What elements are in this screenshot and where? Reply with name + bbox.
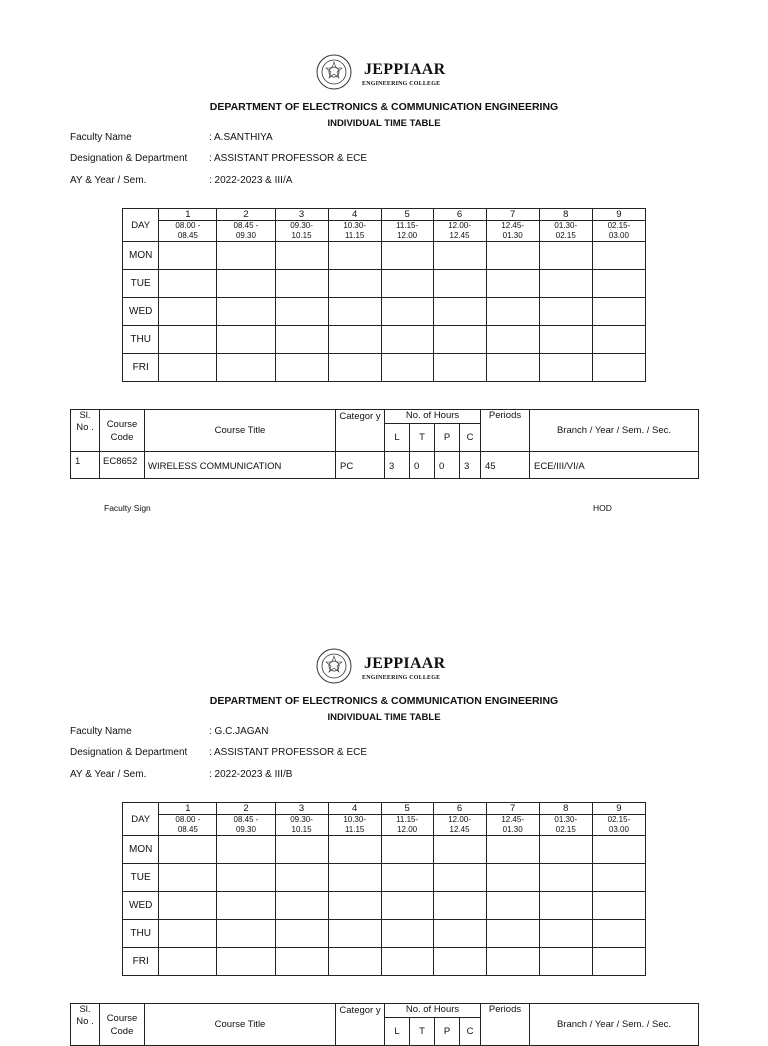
period-number: 6	[433, 209, 486, 221]
college-name: JEPPIAAR	[364, 61, 446, 78]
timetable-row-mon	[123, 836, 646, 864]
ay-year-value: : 2022-2023 & III/A	[209, 175, 293, 186]
hours-p: 0	[435, 452, 460, 479]
l-header: L	[385, 424, 410, 452]
p-header: P	[435, 424, 460, 452]
period-time: 11.15- 12.00	[381, 815, 433, 836]
p-header: P	[435, 1018, 460, 1046]
period-number: 2	[217, 209, 275, 221]
course-title-header: Course Title	[145, 410, 336, 452]
course-table	[70, 1003, 699, 1046]
period-number: 3	[275, 803, 328, 815]
faculty-name-label: Faculty Name	[70, 726, 132, 737]
course-title-header: Course Title	[145, 1004, 336, 1046]
college-emblem-icon	[316, 54, 352, 90]
course-code: EC8652	[100, 452, 145, 479]
day-label: TUE	[123, 270, 159, 298]
faculty-sign-label: Faculty Sign	[104, 503, 151, 513]
period-time: 09.30- 10.15	[275, 815, 328, 836]
period-time: 01.30- 02.15	[539, 221, 592, 242]
category-header: Categor y	[336, 1004, 385, 1046]
day-header: DAY	[123, 209, 159, 242]
day-label: TUE	[123, 864, 159, 892]
college-emblem-icon	[316, 648, 352, 684]
category-header: Categor y	[336, 410, 385, 452]
designation-label: Designation & Department	[70, 153, 188, 164]
department-title: DEPARTMENT OF ELECTRONICS & COMMUNICATION ENGINEERING	[209, 101, 559, 113]
weekly-timetable	[122, 802, 646, 976]
period-time: 08.00 - 08.45	[159, 815, 217, 836]
designation-value: : ASSISTANT PROFESSOR & ECE	[209, 153, 368, 164]
periods-header: Periods	[481, 1004, 530, 1046]
periods: 45	[481, 452, 530, 479]
period-time: 10.30- 11.15	[328, 221, 381, 242]
course-row	[71, 452, 699, 479]
t-header: T	[410, 424, 435, 452]
branch: ECE/III/VI/A	[530, 452, 699, 479]
period-number: 2	[217, 803, 275, 815]
period-time: 12.45- 01.30	[486, 221, 539, 242]
period-time: 09.30- 10.15	[275, 221, 328, 242]
period-time: 02.15- 03.00	[592, 221, 645, 242]
branch-header: Branch / Year / Sem. / Sec.	[530, 1004, 699, 1046]
period-number: 8	[539, 803, 592, 815]
period-number: 3	[275, 209, 328, 221]
period-number: 4	[328, 803, 381, 815]
hours-t: 0	[410, 452, 435, 479]
period-time: 08.45 - 09.30	[217, 221, 275, 242]
day-label: MON	[123, 242, 159, 270]
l-header: L	[385, 1018, 410, 1046]
sl-no: 1	[71, 452, 100, 479]
day-label: THU	[123, 326, 159, 354]
branch-header: Branch / Year / Sem. / Sec.	[530, 410, 699, 452]
sl-no-header: Sl. No .	[71, 410, 100, 452]
period-number: 1	[159, 803, 217, 815]
ay-year-label: AY & Year / Sem.	[70, 769, 147, 780]
weekly-timetable	[122, 208, 646, 382]
day-label: WED	[123, 298, 159, 326]
day-label: THU	[123, 920, 159, 948]
timetable-row-tue	[123, 864, 646, 892]
period-number: 7	[486, 803, 539, 815]
college-subtitle: ENGINEERING COLLEGE	[362, 675, 441, 681]
ay-year-value: : 2022-2023 & III/B	[209, 769, 293, 780]
timetable-row-tue	[123, 270, 646, 298]
day-header: DAY	[123, 803, 159, 836]
category: PC	[336, 452, 385, 479]
course-table	[70, 409, 699, 479]
timetable-row-wed	[123, 298, 646, 326]
document-title: INDIVIDUAL TIME TABLE	[327, 118, 441, 129]
period-number: 7	[486, 209, 539, 221]
hod-label: HOD	[593, 503, 612, 513]
sl-no-header: Sl. No .	[71, 1004, 100, 1046]
faculty-name-value: : A.SANTHIYA	[209, 132, 273, 143]
timetable-row-wed	[123, 892, 646, 920]
period-number: 9	[592, 209, 645, 221]
period-number: 5	[381, 209, 433, 221]
department-title: DEPARTMENT OF ELECTRONICS & COMMUNICATION ENGINEERING	[209, 695, 559, 707]
period-time: 02.15- 03.00	[592, 815, 645, 836]
periods-header: Periods	[481, 410, 530, 452]
day-label: FRI	[123, 948, 159, 976]
faculty-name-label: Faculty Name	[70, 132, 132, 143]
designation-label: Designation & Department	[70, 747, 188, 758]
period-time: 08.00 - 08.45	[159, 221, 217, 242]
document-title: INDIVIDUAL TIME TABLE	[327, 712, 441, 723]
c-header: C	[460, 1018, 481, 1046]
designation-value: : ASSISTANT PROFESSOR & ECE	[209, 747, 368, 758]
day-label: FRI	[123, 354, 159, 382]
period-number: 9	[592, 803, 645, 815]
timetable-row-mon	[123, 242, 646, 270]
course-code-header: Course Code	[100, 1004, 145, 1046]
period-time: 10.30- 11.15	[328, 815, 381, 836]
faculty-name-value: : G.C.JAGAN	[209, 726, 269, 737]
c-header: C	[460, 424, 481, 452]
hours-header: No. of Hours	[385, 1004, 481, 1018]
period-time: 01.30- 02.15	[539, 815, 592, 836]
college-subtitle: ENGINEERING COLLEGE	[362, 81, 441, 87]
hours-header: No. of Hours	[385, 410, 481, 424]
period-time: 08.45 - 09.30	[217, 815, 275, 836]
timetable-row-thu	[123, 920, 646, 948]
day-label: MON	[123, 836, 159, 864]
period-time: 12.45- 01.30	[486, 815, 539, 836]
period-number: 5	[381, 803, 433, 815]
period-number: 1	[159, 209, 217, 221]
timetable-row-fri	[123, 354, 646, 382]
t-header: T	[410, 1018, 435, 1046]
period-time: 12.00- 12.45	[433, 221, 486, 242]
period-time: 12.00- 12.45	[433, 815, 486, 836]
day-label: WED	[123, 892, 159, 920]
ay-year-label: AY & Year / Sem.	[70, 175, 147, 186]
course-title: WIRELESS COMMUNICATION	[145, 452, 336, 479]
college-name: JEPPIAAR	[364, 655, 446, 672]
period-number: 8	[539, 209, 592, 221]
hours-c: 3	[460, 452, 481, 479]
period-time: 11.15- 12.00	[381, 221, 433, 242]
timetable-row-fri	[123, 948, 646, 976]
period-number: 4	[328, 209, 381, 221]
course-code-header: Course Code	[100, 410, 145, 452]
hours-l: 3	[385, 452, 410, 479]
timetable-row-thu	[123, 326, 646, 354]
period-number: 6	[433, 803, 486, 815]
